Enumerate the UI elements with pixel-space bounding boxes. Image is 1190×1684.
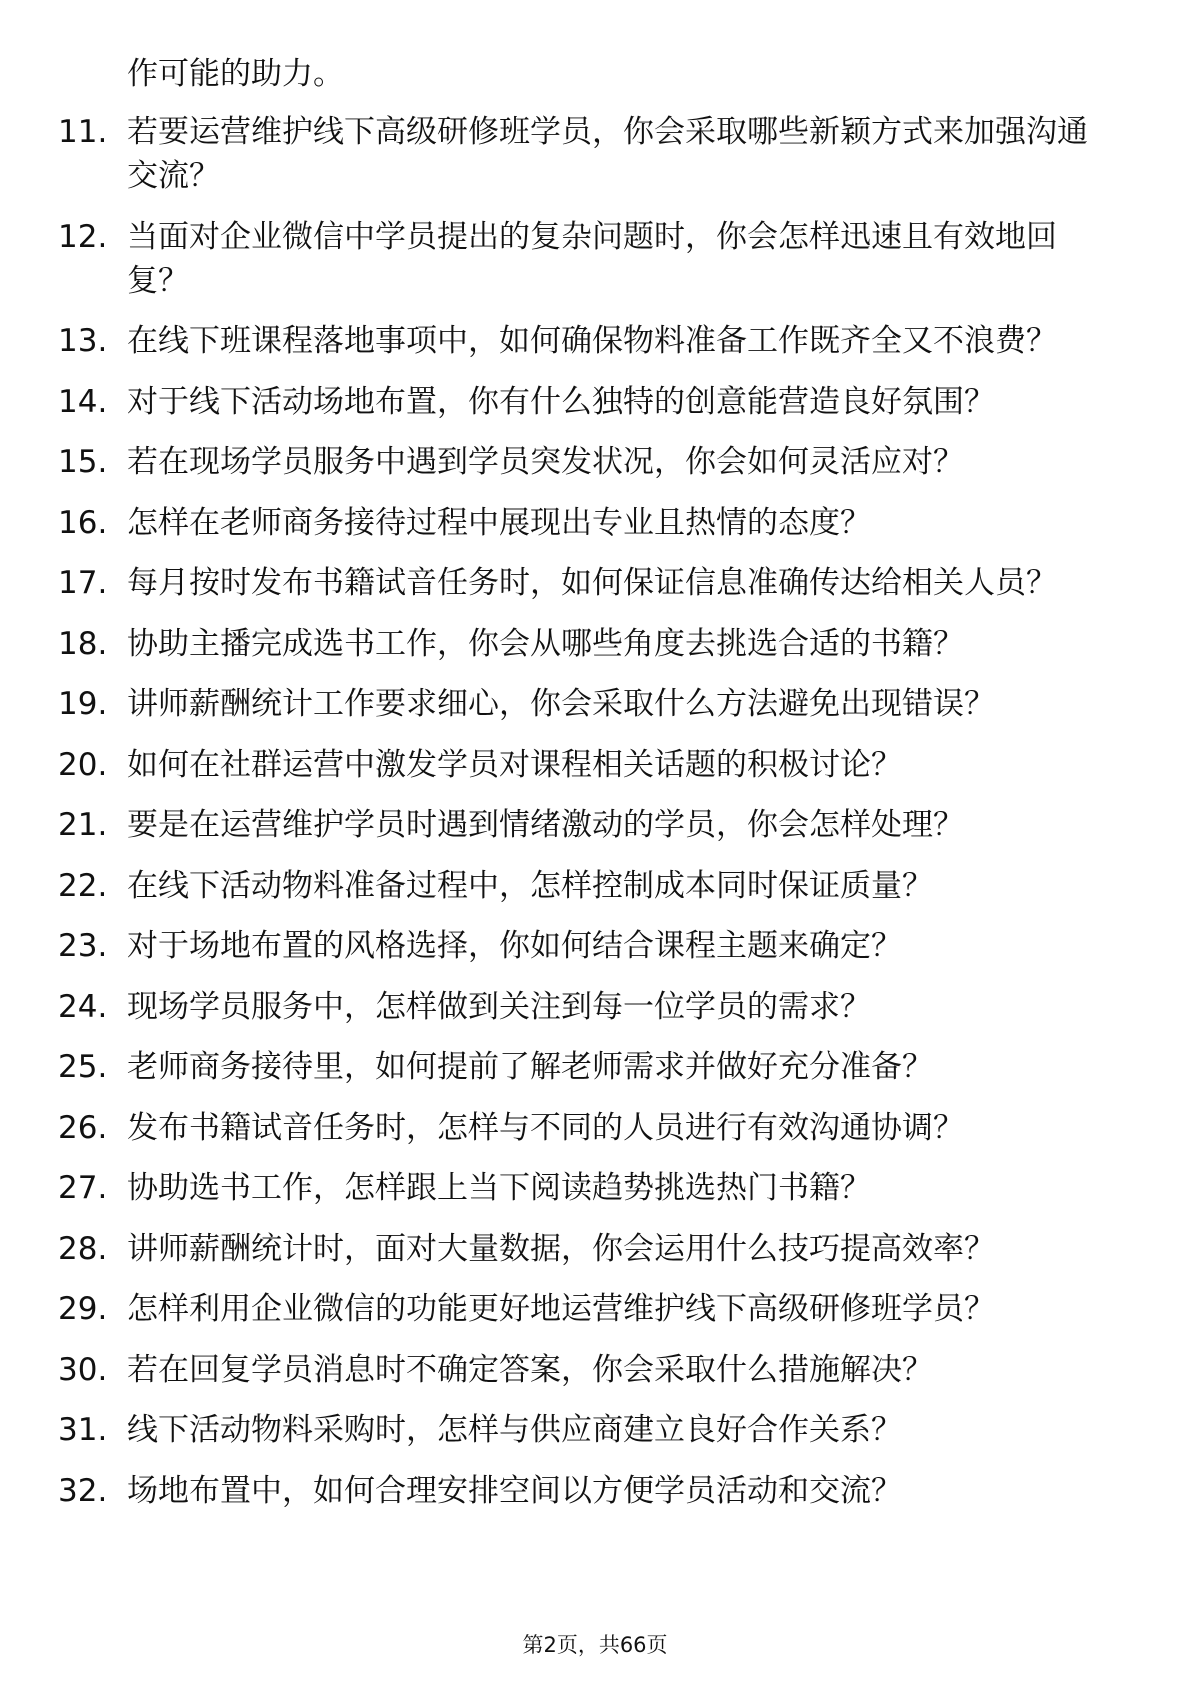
list-item (0, 622, 1190, 666)
question-number: 13. (58, 323, 108, 359)
question-text: 要是在运营维护学员时遇到情绪激动的学员，你会怎样处理？ (127, 807, 964, 843)
list-item (0, 682, 1190, 726)
page-footer: 第2页，共66页 (522, 1633, 668, 1657)
question-text: 若在现场学员服务中遇到学员突发状况，你会如何灵活应对？ (127, 444, 964, 480)
question-text: 若要运营维护线下高级研修班学员，你会采取哪些新颖方式来加强沟通交流？ (127, 114, 1088, 194)
question-number: 31. (58, 1412, 108, 1448)
question-number: 12. (58, 218, 108, 255)
question-number: 22. (58, 867, 108, 904)
list-item (0, 1408, 1190, 1452)
question-text: 线下活动物料采购时，怎样与供应商建立良好合作关系？ (127, 1412, 902, 1448)
list-item (0, 1166, 1190, 1210)
question-number: 15. (58, 444, 108, 480)
question-number: 11. (58, 114, 108, 150)
question-number: 20. (58, 746, 108, 783)
question-number: 17. (58, 565, 108, 601)
question-number: 24. (58, 988, 108, 1025)
question-number: 26. (58, 1109, 108, 1146)
question-text: 场地布置中，如何合理安排空间以方便学员活动和交流？ (127, 1472, 902, 1509)
question-text: 当面对企业微信中学员提出的复杂问题时，你会怎样迅速且有效地回复？ (127, 218, 1057, 299)
list-item (0, 1045, 1190, 1089)
question-text: 老师商务接待里，如何提前了解老师需求并做好充分准备？ (127, 1049, 933, 1085)
list-item (0, 1106, 1190, 1150)
list-item (0, 110, 1190, 198)
question-number: 30. (58, 1351, 108, 1388)
question-list (0, 110, 1190, 1529)
question-number: 18. (58, 625, 108, 662)
list-item (0, 803, 1190, 847)
question-text: 若在回复学员消息时不确定答案，你会采取什么措施解决？ (127, 1351, 933, 1388)
list-item (0, 924, 1190, 968)
list-item (0, 864, 1190, 908)
question-text: 对于线下活动场地布置，你有什么独特的创意能营造良好氛围？ (127, 383, 995, 420)
question-number: 25. (58, 1049, 108, 1085)
question-text: 讲师薪酬统计工作要求细心，你会采取什么方法避免出现错误？ (127, 686, 995, 722)
question-number: 19. (58, 686, 108, 722)
question-text: 怎样利用企业微信的功能更好地运营维护线下高级研修班学员？ (127, 1291, 995, 1327)
question-text: 现场学员服务中，怎样做到关注到每一位学员的需求？ (127, 988, 871, 1025)
question-number: 28. (58, 1230, 108, 1267)
list-item (0, 501, 1190, 545)
question-number: 27. (58, 1170, 108, 1206)
list-item (0, 380, 1190, 424)
question-number: 32. (58, 1472, 108, 1509)
question-number: 21. (58, 807, 108, 843)
continuation-text: 作可能的助力。 (127, 56, 344, 92)
question-text: 协助主播完成选书工作，你会从哪些角度去挑选合适的书籍？ (127, 625, 964, 662)
question-text: 在线下活动物料准备过程中，怎样控制成本同时保证质量？ (127, 867, 933, 904)
question-text: 发布书籍试音任务时，怎样与不同的人员进行有效沟通协调？ (127, 1109, 964, 1146)
list-item (0, 1469, 1190, 1513)
question-number: 23. (58, 928, 108, 964)
list-item (0, 985, 1190, 1029)
list-item (0, 743, 1190, 787)
question-text: 协助选书工作，怎样跟上当下阅读趋势挑选热门书籍？ (127, 1170, 871, 1206)
question-text: 怎样在老师商务接待过程中展现出专业且热情的态度？ (127, 504, 871, 541)
question-text: 每月按时发布书籍试音任务时，如何保证信息准确传达给相关人员？ (127, 565, 1057, 601)
list-item (0, 1227, 1190, 1271)
question-text: 在线下班课程落地事项中，如何确保物料准备工作既齐全又不浪费？ (127, 323, 1057, 359)
question-text: 对于场地布置的风格选择，你如何结合课程主题来确定？ (127, 928, 902, 964)
list-item (0, 561, 1190, 605)
question-text: 如何在社群运营中激发学员对课程相关话题的积极讨论？ (127, 746, 902, 783)
question-text: 讲师薪酬统计时，面对大量数据，你会运用什么技巧提高效率？ (127, 1230, 995, 1267)
list-item (0, 215, 1190, 303)
list-item (0, 319, 1190, 363)
list-item (0, 1287, 1190, 1331)
list-item (0, 1348, 1190, 1392)
question-number: 29. (58, 1291, 108, 1327)
question-number: 16. (58, 504, 108, 541)
question-number: 14. (58, 383, 108, 420)
list-item (0, 440, 1190, 484)
